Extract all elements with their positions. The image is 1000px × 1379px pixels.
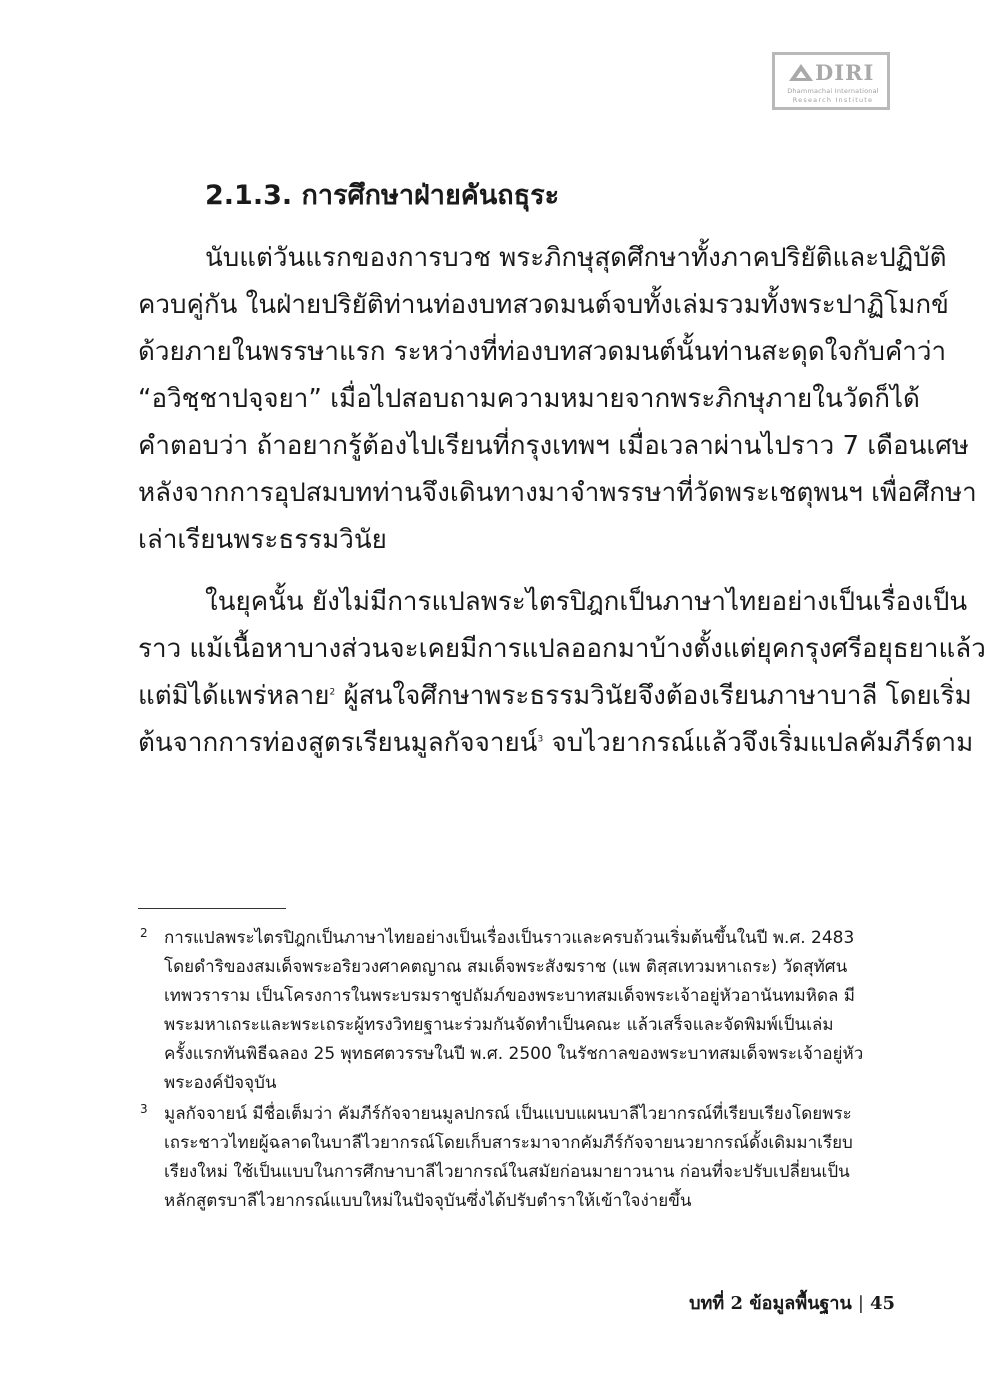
logo-subtitle-2: Research Institute (792, 96, 874, 104)
footnote-marker: 3 (140, 1102, 148, 1116)
diri-logo (772, 52, 890, 110)
paragraph-line: หลังจากการอุปสมบทท่านจึงเดินทางมาจำพรรษาที่วัดพระเชตุพนฯ เพื่อศึกษา (138, 478, 977, 508)
footnote-line: การแปลพระไตรปิฎกเป็นภาษาไทยอย่างเป็นเรื่องเป็นราวและครบถ้วนเริ่มต้นขึ้นในปี พ.ศ. 2483 (164, 928, 855, 948)
line-text: แต่มิได้แพร่หลาย (138, 681, 330, 711)
section-heading: 2.1.3. การศึกษาฝ่ายคันถธุระ (205, 180, 560, 211)
logo-wordmark: DIRI (815, 60, 875, 85)
paragraph-line (138, 726, 973, 760)
footnote-line: หลักสูตรบาลีไวยากรณ์แบบใหม่ในปัจจุบันซึ่งได้ปรับตำราให้เข้าใจง่ายขึ้น (164, 1191, 692, 1211)
footnote-line: พระองค์ปัจจุบัน (164, 1073, 277, 1093)
footnote-divider (138, 908, 286, 909)
page-footer (689, 1292, 895, 1316)
footnote-line: โดยดำริของสมเด็จพระอริยวงศาคตญาณ สมเด็จพระสังฆราช (แพ ติสฺสเทวมหาเถระ) วัดสุทัศน (164, 957, 848, 977)
footnote-line: เทพวราราม เป็นโครงการในพระบรมราชูปถัมภ์ของพระบาทสมเด็จพระเจ้าอยู่หัวอานันทมหิดล มี (164, 986, 856, 1006)
footnote-line: เรียงใหม่ ใช้เป็นแบบในการศึกษาบาลีไวยากรณ์ในสมัยก่อนมายาวนาน ก่อนที่จะปรับเปลี่ยนเป็น (164, 1162, 850, 1182)
paragraph-line: ควบคู่กัน ในฝ่ายปริยัติท่านท่องบทสวดมนต์จบทั้งเล่มรวมทั้งพระปาฏิโมกข์ (138, 290, 949, 320)
footnote-line: มูลกัจจายน์ มีชื่อเต็มว่า คัมภีร์กัจจายนมูลปกรณ์ เป็นแบบแผนบาลีไวยากรณ์ที่เรียบเรียงโดยพระ (164, 1104, 852, 1124)
paragraph-line: ด้วยภายในพรรษาแรก ระหว่างที่ท่องบทสวดมนต์นั้นท่านสะดุดใจกับคำว่า (138, 337, 947, 367)
triangle-icon (789, 64, 813, 81)
footnote-ref-3[interactable]: 3 (537, 734, 544, 745)
footnote-ref-2[interactable]: 2 (329, 687, 336, 698)
paragraph-line (138, 679, 972, 713)
footnote-marker: 2 (140, 926, 148, 940)
footnote-line: ครั้งแรกทันพิธีฉลอง 25 พุทธศตวรรษในปี พ.ศ. 2500 ในรัชกาลของพระบาทสมเด็จพระเจ้าอยู่หัว (164, 1044, 864, 1064)
chapter-title: บทที่ 2 ข้อมูลพื้นฐาน (689, 1293, 852, 1314)
logo-subtitle-1: Dhammachai International (787, 87, 879, 95)
page-number: 45 (869, 1293, 895, 1314)
paragraph-line: “อวิชฺชาปจฺจยา” เมื่อไปสอบถามความหมายจากพระภิกษุภายในวัดก็ได้ (138, 384, 920, 414)
footnote-line: พระมหาเถระและพระเถระผู้ทรงวิทยฐานะร่วมกันจัดทำเป็นคณะ แล้วเสร็จและจัดพิมพ์เป็นเล่ม (164, 1015, 834, 1035)
paragraph-line: เล่าเรียนพระธรรมวินัย (138, 525, 387, 555)
footnote-line: เถระชาวไทยผู้ฉลาดในบาลีไวยากรณ์โดยเก็บสาระมาจากคัมภีร์กัจจายนวยากรณ์ดั้งเดิมมาเรียบ (164, 1133, 853, 1153)
paragraph-line: ราว แม้เนื้อหาบางส่วนจะเคยมีการแปลออกมาบ้างตั้งแต่ยุคกรุงศรีอยุธยาแล้ว (138, 634, 986, 664)
line-text: จบไวยากรณ์แล้วจึงเริ่มแปลคัมภีร์ตาม (543, 728, 974, 758)
line-text: ต้นจากการท่องสูตรเรียนมูลกัจจายน์ (138, 728, 538, 758)
footer-separator: | (857, 1293, 864, 1314)
paragraph-line: นับแต่วันแรกของการบวช พระภิกษุสุดศึกษาทั้งภาคปริยัติและปฏิบัติ (205, 243, 947, 273)
paragraph-line: ในยุคนั้น ยังไม่มีการแปลพระไตรปิฎกเป็นภาษาไทยอย่างเป็นเรื่องเป็น (205, 587, 968, 617)
line-text: ผู้สนใจศึกษาพระธรรมวินัยจึงต้องเรียนภาษาบาลี โดยเริ่ม (335, 681, 972, 711)
paragraph-line: คำตอบว่า ถ้าอยากรู้ต้องไปเรียนที่กรุงเทพฯ เมื่อเวลาผ่านไปราว 7 เดือนเศษ (138, 431, 969, 461)
